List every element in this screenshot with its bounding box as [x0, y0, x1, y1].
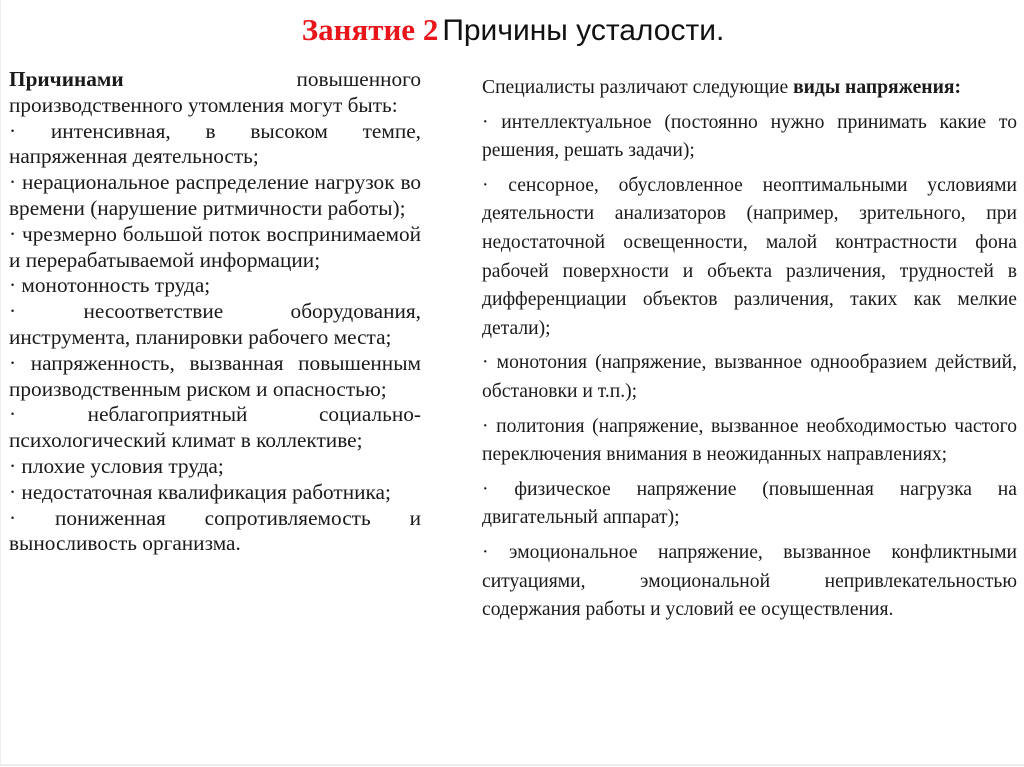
cause-item: · недостаточная квалификация работника;	[9, 479, 391, 504]
causes-intro	[9, 67, 421, 119]
causes-intro-text: повышенного производственного утомления могут быть:	[9, 67, 421, 117]
lesson-number: Занятие 2	[301, 12, 439, 47]
cause-item: · неблагоприятный социально-психологический климат в коллективе;	[9, 402, 421, 453]
tension-item: · политония (напряжение, вызванное необходимостью частого переключения внимания в неожиданных направлениях;	[482, 415, 1017, 466]
tension-item: · физическое напряжение (повышенная нагрузка на двигательный аппарат);	[482, 478, 1017, 529]
cause-item: · несоответствие оборудования, инструмента, планировки рабочего места;	[9, 299, 421, 349]
tension-intro-text: Специалисты различают следующие	[482, 77, 789, 98]
cause-item: · нерациональное распределение нагрузок во времени (нарушение ритмичности работы);	[9, 170, 421, 220]
tension-intro-bold: виды напряжения:	[793, 77, 962, 98]
tension-item: · эмоциональное напряжение, вызванное конфликтными ситуациями, эмоциональной непривлекательностью содержания работы и условий ее осуществления.	[482, 541, 1017, 621]
cause-item: · интенсивная, в высоком темпе, напряженная деятельность;	[9, 118, 421, 169]
cause-item: · чрезмерно большой поток воспринимаемой и перерабатываемой информации;	[9, 221, 421, 272]
cause-item: · пониженная сопротивляемость и выносливость организма.	[9, 505, 421, 556]
tension-item: · монотония (напряжение, вызванное однообразием действий, обстановки и т.п.);	[482, 352, 1017, 402]
causes-column	[9, 67, 421, 557]
tension-types-column	[482, 74, 1017, 631]
cause-item: · напряженность, вызванная повышенным производственным риском и опасностью;	[9, 350, 421, 401]
causes-intro-bold: Причинами	[9, 67, 124, 91]
slide-title	[1, 10, 1024, 56]
tension-item: · интеллектуальное (постоянно нужно принимать какие то решения, решать задачи);	[482, 111, 1017, 162]
lesson-topic: Причины усталости.	[442, 14, 725, 47]
tension-item: · сенсорное, обусловленное неоптимальными условиями деятельности анализаторов (например, зрительного, при недостаточной освещенности, малой контрастности фона рабочей поверхности и объекта различения, трудностей в дифференциации объектов различения, таких как мелкие детали);	[482, 174, 1017, 339]
tension-intro	[482, 74, 1017, 103]
cause-item: · плохие условия труда;	[9, 453, 224, 478]
cause-item: · монотонность труда;	[9, 273, 211, 298]
